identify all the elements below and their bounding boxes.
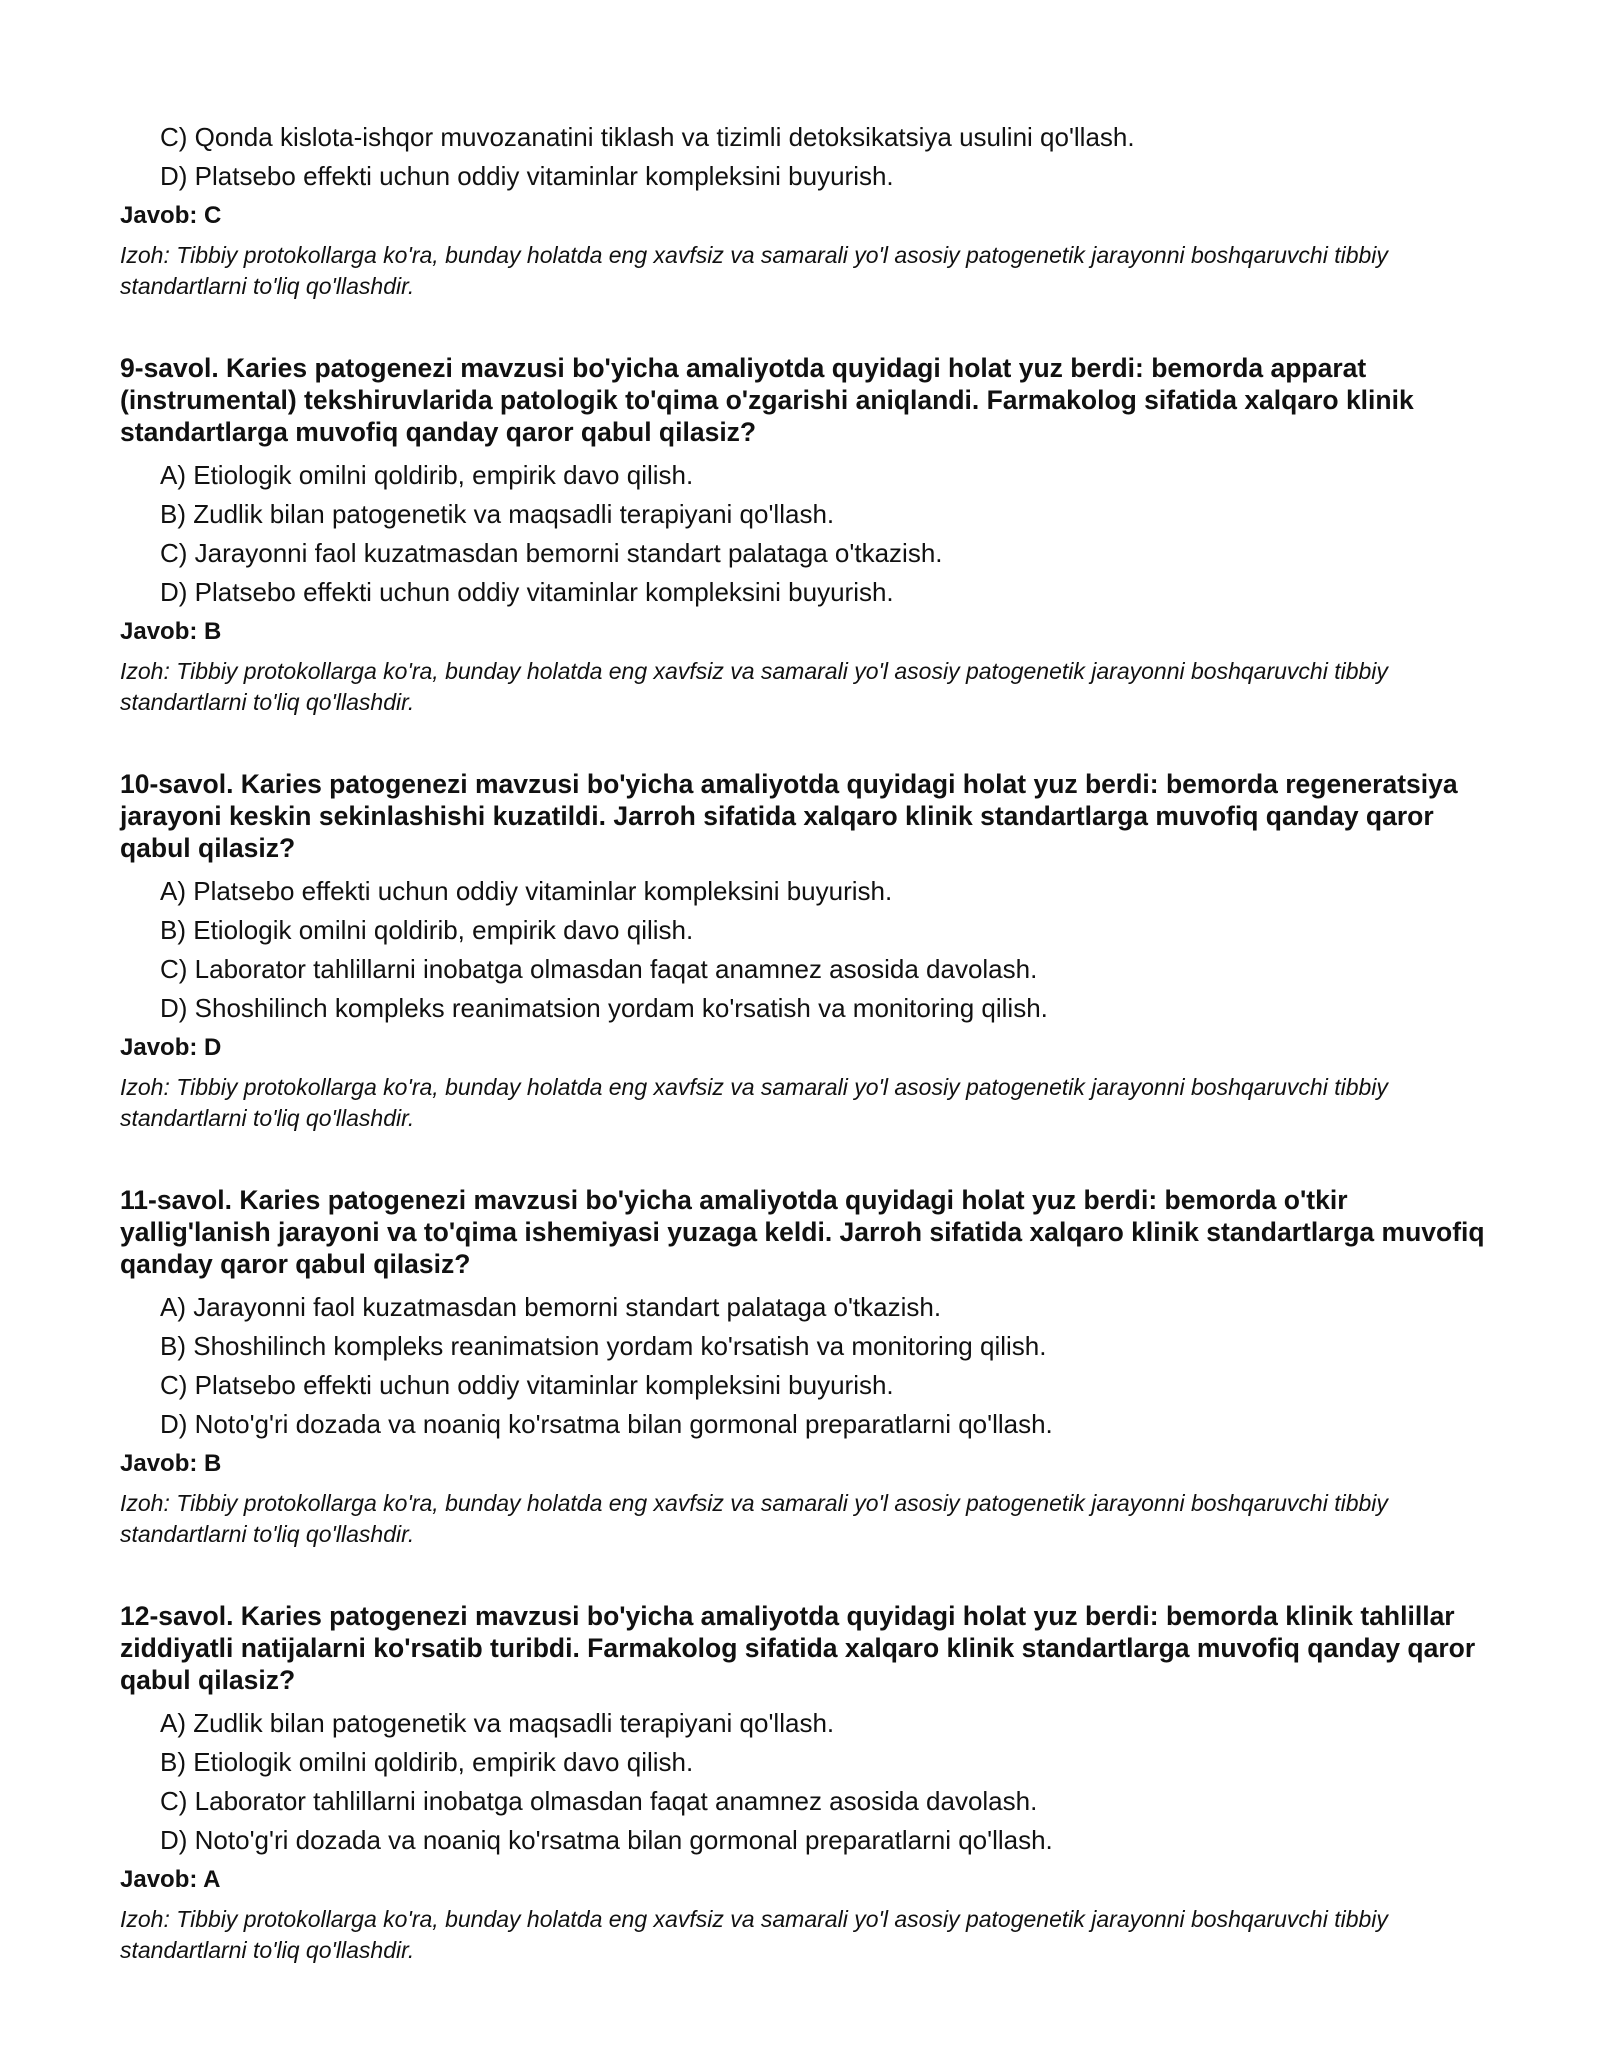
- explanation-note: Izoh: Tibbiy protokollarga ko'ra, bunday holatda eng xavfsiz va samarali yo'l asosiy patogenetik jarayonni boshqaruvchi tibbiy standartlarni to'liq qo'llashdir.: [120, 1074, 1388, 1131]
- answer-label: Javob: A: [120, 1866, 221, 1893]
- question-block-12: [120, 1600, 1500, 1966]
- option-d: D) Noto'g'ri dozada va noaniq ko'rsatma bilan gormonal preparatlarni qo'llash.: [160, 1409, 1053, 1439]
- option-b: B) Etiologik omilni qoldirib, empirik davo qilish.: [160, 1747, 694, 1777]
- answer-label: Javob: B: [120, 618, 222, 645]
- option-a: A) Zudlik bilan patogenetik va maqsadli terapiyani qo'llash.: [160, 1708, 835, 1738]
- question-8-continuation: [120, 118, 1500, 302]
- question-block-11: [120, 1184, 1500, 1550]
- option-a: A) Etiologik omilni qoldirib, empirik davo qilish.: [160, 460, 694, 490]
- option-c: C) Qonda kislota-ishqor muvozanatini tiklash va tizimli detoksikatsiya usulini qo'llash.: [160, 122, 1135, 152]
- question-text: 11-savol. Karies patogenezi mavzusi bo'yicha amaliyotda quyidagi holat yuz berdi: bemorda o'tkir yallig'lanish jarayoni va to'qima ishemiyasi yuzaga keldi. Jarroh sifatida xalqaro klinik standartlarga muvofiq qanday qaror qabul qilasiz?: [120, 1185, 1485, 1279]
- question-block-10: [120, 768, 1500, 1134]
- option-c: C) Jarayonni faol kuzatmasdan bemorni standart palataga o'tkazish.: [160, 538, 943, 568]
- option-a: A) Platsebo effekti uchun oddiy vitaminlar kompleksini buyurish.: [160, 876, 893, 906]
- answer-label: Javob: D: [120, 1034, 222, 1061]
- option-c: C) Laborator tahlillarni inobatga olmasdan faqat anamnez asosida davolash.: [160, 954, 1038, 984]
- explanation-note: Izoh: Tibbiy protokollarga ko'ra, bunday holatda eng xavfsiz va samarali yo'l asosiy patogenetik jarayonni boshqaruvchi tibbiy standartlarni to'liq qo'llashdir.: [120, 242, 1388, 299]
- option-b: B) Etiologik omilni qoldirib, empirik davo qilish.: [160, 915, 694, 945]
- explanation-note: Izoh: Tibbiy protokollarga ko'ra, bunday holatda eng xavfsiz va samarali yo'l asosiy patogenetik jarayonni boshqaruvchi tibbiy standartlarni to'liq qo'llashdir.: [120, 1490, 1388, 1547]
- option-d: D) Noto'g'ri dozada va noaniq ko'rsatma bilan gormonal preparatlarni qo'llash.: [160, 1825, 1053, 1855]
- question-block-9: [120, 352, 1500, 718]
- option-b: B) Shoshilinch kompleks reanimatsion yordam ko'rsatish va monitoring qilish.: [160, 1331, 1047, 1361]
- question-text: 10-savol. Karies patogenezi mavzusi bo'yicha amaliyotda quyidagi holat yuz berdi: bemorda regeneratsiya jarayoni keskin sekinlashishi kuzatildi. Jarroh sifatida xalqaro klinik standartlarga muvofiq qanday qaror qabul qilasiz?: [120, 769, 1458, 863]
- explanation-note: Izoh: Tibbiy protokollarga ko'ra, bunday holatda eng xavfsiz va samarali yo'l asosiy patogenetik jarayonni boshqaruvchi tibbiy standartlarni to'liq qo'llashdir.: [120, 658, 1388, 715]
- option-a: A) Jarayonni faol kuzatmasdan bemorni standart palataga o'tkazish.: [160, 1292, 942, 1322]
- option-d: D) Platsebo effekti uchun oddiy vitaminlar kompleksini buyurish.: [160, 161, 894, 191]
- document-page: [120, 118, 1500, 1966]
- answer-label: Javob: B: [120, 1450, 222, 1477]
- option-d: D) Shoshilinch kompleks reanimatsion yordam ko'rsatish va monitoring qilish.: [160, 993, 1048, 1023]
- explanation-note: Izoh: Tibbiy protokollarga ko'ra, bunday holatda eng xavfsiz va samarali yo'l asosiy patogenetik jarayonni boshqaruvchi tibbiy standartlarni to'liq qo'llashdir.: [120, 1906, 1388, 1963]
- option-b: B) Zudlik bilan patogenetik va maqsadli terapiyani qo'llash.: [160, 499, 835, 529]
- question-text: 12-savol. Karies patogenezi mavzusi bo'yicha amaliyotda quyidagi holat yuz berdi: bemorda klinik tahlillar ziddiyatli natijalarni ko'rsatib turibdi. Farmakolog sifatida xalqaro klinik standartlarga muvofiq qanday qaror qabul qilasiz?: [120, 1601, 1476, 1695]
- option-c: C) Platsebo effekti uchun oddiy vitaminlar kompleksini buyurish.: [160, 1370, 894, 1400]
- option-c: C) Laborator tahlillarni inobatga olmasdan faqat anamnez asosida davolash.: [160, 1786, 1038, 1816]
- answer-label: Javob: C: [120, 202, 222, 229]
- question-text: 9-savol. Karies patogenezi mavzusi bo'yicha amaliyotda quyidagi holat yuz berdi: bemorda apparat (instrumental) tekshiruvlarida patologik to'qima o'zgarishi aniqlandi. Farmakolog sifatida xalqaro klinik standartlarga muvofiq qanday qaror qabul qilasiz?: [120, 353, 1414, 447]
- option-d: D) Platsebo effekti uchun oddiy vitaminlar kompleksini buyurish.: [160, 577, 894, 607]
